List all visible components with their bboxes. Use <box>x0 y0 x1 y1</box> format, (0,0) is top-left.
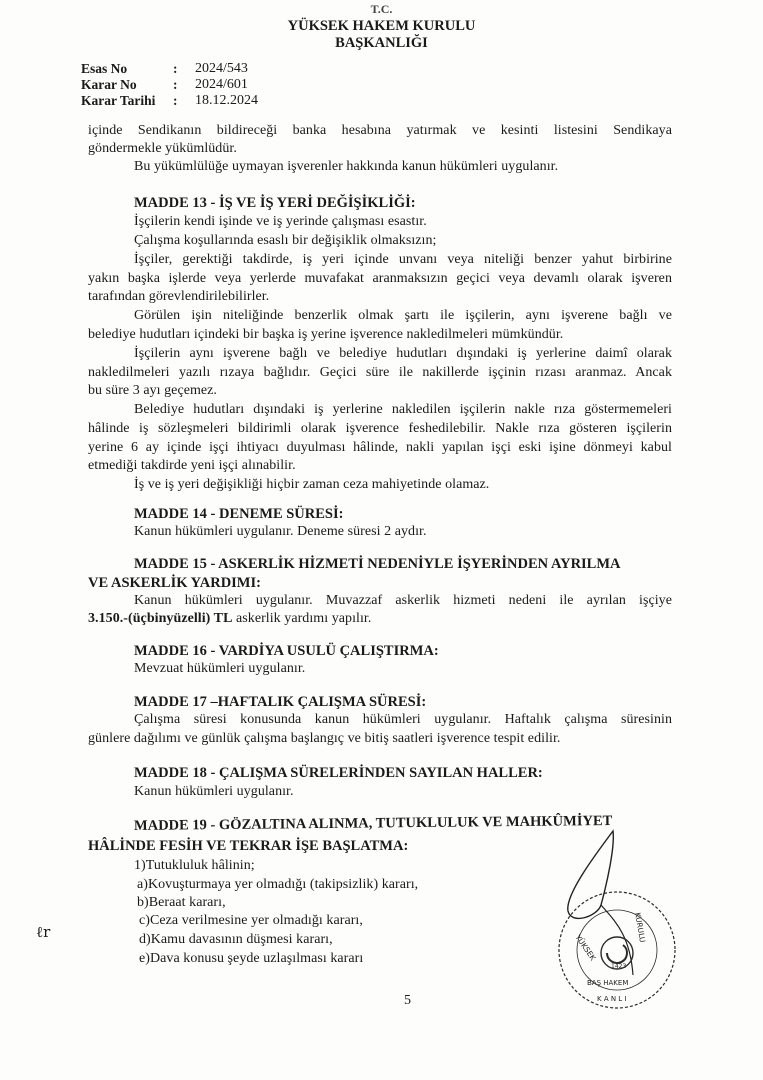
m13-line: bu süre 3 ayı geçemez. <box>88 383 217 398</box>
m13-line: İşçilerin kendi işinde ve iş yerinde çalışması esastır. <box>134 214 427 229</box>
m13-line: tarafından görevlendirilebilirler. <box>88 289 270 304</box>
m17-line: Çalışma süresi konusunda kanun hükümleri uygulanır. Haftalık çalışma süresinin <box>134 712 672 727</box>
signature-stamp <box>535 825 685 1015</box>
intro-line-1: içinde Sendikanın bildireceği banka hesabına yatırmak ve kesinti listesini Sendikaya <box>88 123 672 138</box>
madde-16-title: MADDE 16 - VARDİYA USULÜ ÇALIŞTIRMA: <box>134 643 439 659</box>
page-number: 5 <box>404 993 411 1008</box>
intro-line-3: Bu yükümlülüğe uymayan işverenler hakkında kanun hükümleri uygulanır. <box>134 159 559 174</box>
m13-line: yerine 6 ay içinde işçi ihtiyacı duyulması hâlinde, nakli yapılan işçi eski işine dönmeyi kabul <box>88 440 672 455</box>
header-org: YÜKSEK HAKEM KURULU <box>287 18 476 34</box>
m13-line: Belediye hudutları dışındaki iş yerlerine nakledilen işçilerin nakle rıza göstermemeleri <box>134 402 672 417</box>
madde-13-title: MADDE 13 - İŞ VE İŞ YERİ DEĞİŞİKLİĞİ: <box>134 195 416 211</box>
esas-label: Esas No <box>81 61 128 76</box>
tarih-label: Karar Tarihi <box>81 93 156 108</box>
m16-line: Mevzuat hükümleri uygulanır. <box>134 661 306 676</box>
esas-value: 2024/543 <box>195 61 248 76</box>
m19-item: c)Ceza verilmesine yer olmadığı kararı, <box>139 913 363 928</box>
m15-amount: 3.150.-(üçbinyüzelli) TL <box>88 611 233 626</box>
m14-line: Kanun hükümleri uygulanır. Deneme süresi 2 aydır. <box>134 524 427 539</box>
header-tc: T.C. <box>370 2 393 16</box>
header-office: BAŞKANLIĞI <box>335 35 428 51</box>
m17-line: günlere dağılımı ve günlük çalışma başlangıç ve bitiş saatleri işverence tespit edilir. <box>88 731 561 746</box>
m13-line: etmediği takdirde yeni işçi alınabilir. <box>88 458 296 473</box>
m18-line: Kanun hükümleri uygulanır. <box>134 784 294 799</box>
m13-line: İşçiler, gerektiği takdirde, iş yeri içinde unvanı veya niteliği benzer yahut birbirine <box>134 252 672 267</box>
m13-line: İşçilerin aynı işverene bağlı ve belediye hudutları dışındaki iş yerlerine daimî olarak <box>134 346 672 361</box>
m13-line: Çalışma koşullarında esaslı bir değişiklik olmaksızın; <box>134 233 437 248</box>
m19-item: e)Dava konusu şeyde uzlaşılması kararı <box>139 951 364 966</box>
m15-line: Kanun hükümleri uygulanır. Muvazzaf askerlik hizmeti nedeni ile ayrılan işçiye <box>134 593 672 608</box>
madde-19-title-cont: HÂLİNDE FESİH VE TEKRAR İŞE BAŞLATMA: <box>88 838 409 854</box>
intro-line-2: göndermekle yükümlüdür. <box>88 141 237 156</box>
m19-item: b)Beraat kararı, <box>137 895 226 910</box>
m13-line: yakın başka işlerde veya yerlerde muvafakat aranmaksızın geçici veya devamlı olarak işveren <box>88 271 672 286</box>
official-seal <box>559 892 675 1008</box>
karar-label: Karar No <box>81 77 137 92</box>
m15-line-2 <box>88 611 371 627</box>
m13-line: hâlinde iş sözleşmeleri bildirimli olarak işverence feshedilebilir. Nakle rıza gösteren işçilerin <box>88 421 672 436</box>
svg-text:KURULU: KURULU <box>633 911 648 944</box>
m19-item: a)Kovuşturmaya yer olmadığı (takipsizlik) kararı, <box>137 877 419 892</box>
karar-sep: : <box>173 77 178 92</box>
m15-line-rest: askerlik yardımı yapılır. <box>232 611 372 626</box>
svg-text:BAŞ HAKEM: BAŞ HAKEM <box>587 979 629 987</box>
svg-text:K A N L I: K A N L I <box>597 995 627 1003</box>
esas-sep: : <box>173 61 178 76</box>
madde-15-title: MADDE 15 - ASKERLİK HİZMETİ NEDENİYLE İŞYERİNDEN AYRILMA <box>134 556 621 572</box>
madde-15-title-cont: VE ASKERLİK YARDIMI: <box>88 575 261 591</box>
karar-value: 2024/601 <box>195 77 248 92</box>
margin-mark: ℓr <box>36 923 51 941</box>
svg-text:1423: 1423 <box>611 963 627 970</box>
signature-stroke <box>568 831 614 918</box>
m19-item: 1)Tutukluluk hâlinin; <box>134 858 255 873</box>
m13-line: nakledilmeleri yazılı rızaya bağlıdır. Geçici süre ile nakillerde işçinin rızası aranmaz. Ancak <box>88 365 672 380</box>
m13-line: İş ve iş yeri değişikliği hiçbir zaman ceza mahiyetinde olamaz. <box>134 477 490 492</box>
m19-item: d)Kamu davasının düşmesi kararı, <box>139 932 333 947</box>
madde-14-title: MADDE 14 - DENEME SÜRESİ: <box>134 506 344 522</box>
madde-19-title: MADDE 19 - GÖZALTINA ALINMA, TUTUKLULUK VE MAHKÛMİYET <box>133 812 613 834</box>
svg-text:YÜKSEK: YÜKSEK <box>573 932 598 963</box>
m13-line: belediye hudutları içindeki bir başka iş yerine işverence nakledilmeleri mümkündür. <box>88 327 564 342</box>
madde-18-title: MADDE 18 - ÇALIŞMA SÜRELERİNDEN SAYILAN HALLER: <box>134 765 543 781</box>
tarih-sep: : <box>173 93 178 108</box>
m13-line: Görülen işin niteliğinde benzerlik olmak şartı ile işçilerin, aynı işverene bağlı ve <box>134 308 672 323</box>
tarih-value: 18.12.2024 <box>195 93 258 108</box>
madde-17-title: MADDE 17 –HAFTALIK ÇALIŞMA SÜRESİ: <box>134 694 427 710</box>
